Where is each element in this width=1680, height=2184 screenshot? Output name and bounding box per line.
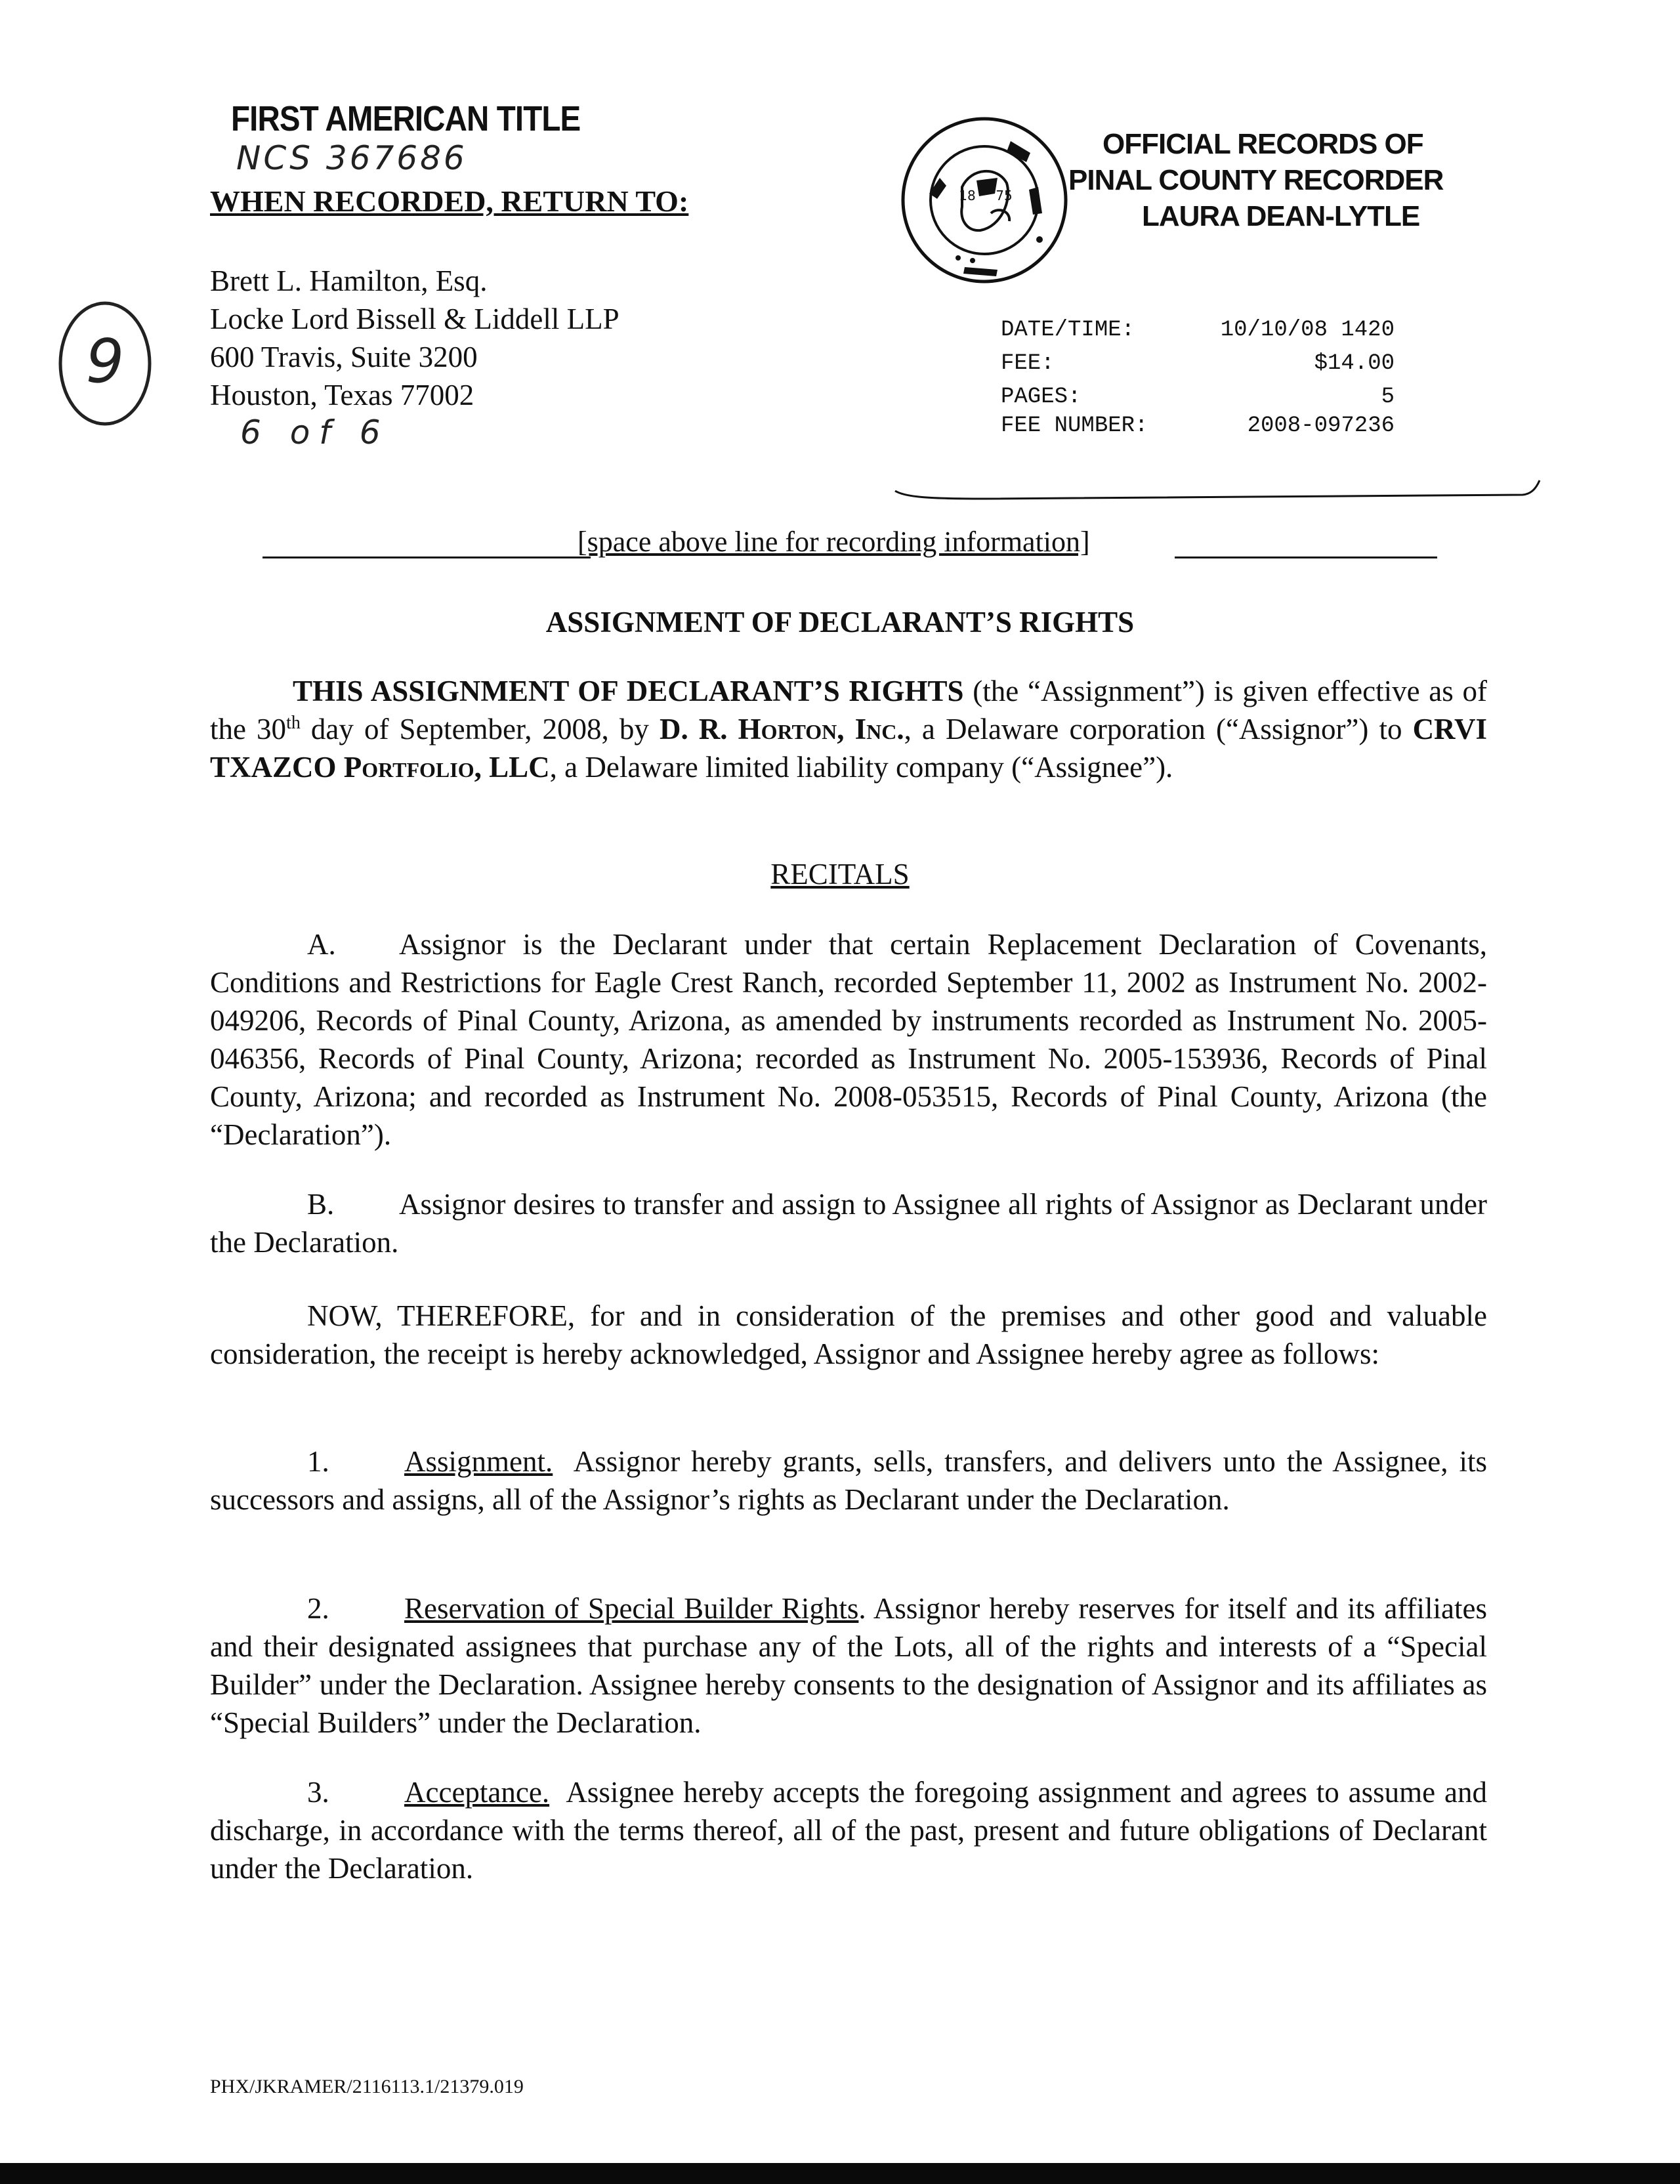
intro-ordinal-suffix: th — [286, 713, 301, 733]
address-line-1: Brett L. Hamilton, Esq. — [210, 264, 488, 297]
section-3-number: 3. — [307, 1776, 329, 1809]
recording-pages-label: PAGES: — [1001, 385, 1082, 410]
recorder-line-2: PINAL COUNTY RECORDER — [1068, 164, 1444, 196]
recorder-line-1: OFFICIAL RECORDS OF — [1102, 128, 1423, 160]
recital-a-label: A. — [307, 928, 336, 961]
recording-fee-number-label: FEE NUMBER: — [1001, 413, 1148, 438]
section-3-text: Assignee hereby accepts the foregoing assignment and agrees to assume and discharge, in accordance with the terms thereof, all of the past, present and future obligations of Declarant under the Declaration. — [210, 1776, 1487, 1885]
recording-datetime-value: 10/10/08 1420 — [1220, 318, 1395, 343]
margin-circle-mark — [51, 298, 156, 429]
address-line-2: Locke Lord Bissell & Liddell LLP — [210, 303, 620, 335]
section-2-text: . Assignor hereby reserves for itself and its affiliates and their designated assignees that purchase any of the Lots, all of the rights and interests of a “Special Builder” under the Declaration. Assignee hereby consents to the designation of Assignor and its affiliates as “Special Builders” under the Declaration. — [210, 1592, 1487, 1739]
intro-text-3: , a Delaware corporation (“Assignor”) to — [904, 713, 1413, 746]
recording-datetime-label: DATE/TIME: — [1001, 318, 1135, 343]
recital-a — [210, 925, 1487, 1154]
now-therefore-paragraph: NOW, THEREFORE, for and in consideration of the premises and other good and valuable consideration, the receipt is hereby acknowledged, Assignor and Assignee hereby agree as follows: — [210, 1299, 1487, 1370]
recording-fee-label: FEE: — [1001, 351, 1055, 376]
section-1-text: Assignor hereby grants, sells, transfers, and delivers unto the Assignee, its successors and assigns, all of the Assignor’s rights as Declarant under the Declaration. — [210, 1445, 1487, 1516]
county-seal-icon — [899, 115, 1070, 285]
recording-fee-number — [1001, 413, 1395, 438]
intro-text-2: day of September, 2008, by — [300, 713, 660, 746]
spacer-line-left — [262, 556, 591, 558]
handwritten-order-number: NCS 367686 — [236, 139, 467, 177]
recording-fee-value: $14.00 — [1314, 351, 1395, 376]
recitals-heading: RECITALS — [770, 858, 910, 891]
recital-b-text: Assignor desires to transfer and assign to Assignee all rights of Assignor as Declarant under the Declaration. — [210, 1188, 1487, 1259]
intro-text-1: (the “Assignment”) is given effective as of the 30 — [210, 675, 1487, 746]
section-2-number: 2. — [307, 1592, 329, 1625]
recital-b — [210, 1185, 1487, 1261]
section-2-heading: Reservation of Special Builder Rights — [404, 1592, 859, 1625]
recital-a-text: Assignor is the Declarant under that certain Replacement Declaration of Covenants, Conditions and Restrictions for Eagle Crest Ranch, recorded September 11, 2002 as Instrument No. 2002-049206, Records of Pinal County, Arizona, as amended by instruments recorded as Instrument No. 2005-046356, Records of Pinal County, Arizona; recorded as Instrument No. 2005-153936, Records of Pinal County, Arizona; and recorded as Instrument No. 2008-053515, Records of Pinal County, Arizona (the “Declaration”). — [210, 928, 1487, 1151]
section-3 — [210, 1773, 1487, 1887]
recital-b-label: B. — [307, 1188, 335, 1221]
recording-fee-number-value: 2008-097236 — [1247, 413, 1395, 438]
section-3-heading: Acceptance. — [404, 1776, 550, 1809]
section-1-heading: Assignment. — [404, 1445, 553, 1478]
assignee-name: CRVI TXAZCO Portfolio, LLC — [210, 713, 1487, 784]
address-line-4: Houston, Texas 77002 — [210, 379, 474, 411]
document-title: ASSIGNMENT OF DECLARANT’S RIGHTS — [545, 606, 1135, 639]
recording-datetime — [1001, 318, 1395, 343]
seal-year-left: 18 — [959, 188, 976, 203]
footer-document-code: PHX/JKRAMER/2116113.1/21379.019 — [210, 2076, 524, 2097]
return-to-label: WHEN RECORDED, RETURN TO: — [210, 184, 689, 218]
assignor-name: D. R. Horton, Inc. — [659, 713, 904, 746]
recorder-line-3: LAURA DEAN-LYTLE — [1142, 200, 1420, 232]
section-2 — [210, 1589, 1487, 1742]
title-company-name: FIRST AMERICAN TITLE — [231, 99, 581, 138]
margin-mark-number: 9 — [85, 326, 125, 396]
intro-paragraph — [210, 672, 1487, 786]
scan-bottom-edge — [0, 2163, 1680, 2184]
recording-space-note: [space above line for recording information] — [578, 526, 1090, 558]
recording-fee — [1001, 351, 1395, 376]
handwritten-page-count: 6 of 6 — [240, 413, 390, 452]
section-1-number: 1. — [307, 1445, 329, 1478]
recording-divider-line — [892, 472, 1542, 505]
recording-pages — [1001, 385, 1395, 410]
spacer-line-right — [1175, 556, 1437, 558]
intro-lead: THIS ASSIGNMENT OF DECLARANT’S RIGHTS — [293, 675, 964, 707]
section-1 — [210, 1442, 1487, 1519]
seal-year-right: 75 — [996, 188, 1013, 203]
intro-text-4: , a Delaware limited liability company (“Assignee”). — [549, 751, 1173, 784]
recording-pages-value: 5 — [1381, 385, 1395, 410]
address-line-3: 600 Travis, Suite 3200 — [210, 341, 478, 373]
